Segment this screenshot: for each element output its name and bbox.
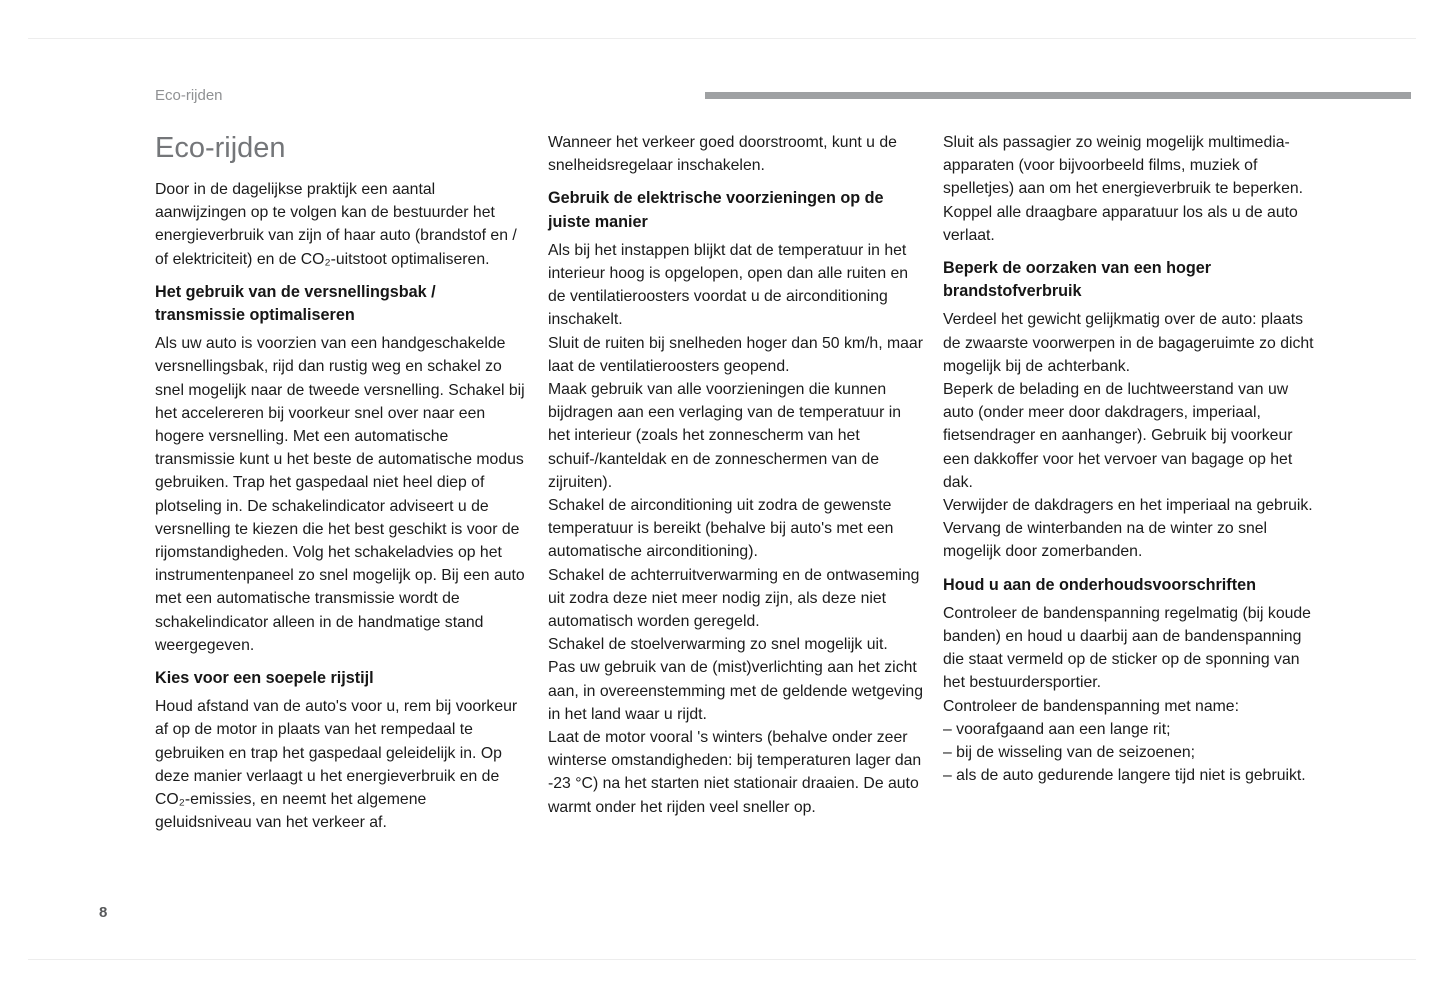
section-heading: Het gebruik van de versnellingsbak / transmissie optimaliseren: [155, 282, 436, 325]
paragraph: Verdeel het gewicht gelijkmatig over de auto: plaats de zwaarste voorwerpen in de bagageruimte zo dicht mogelijk bij de achterbank.: [943, 311, 1314, 375]
page-header-label: Eco-rijden: [155, 87, 223, 104]
column-1: [155, 131, 527, 834]
paragraph: Vervang de winterbanden na de winter zo snel mogelijk door zomerbanden.: [943, 520, 1268, 561]
header-bar: [705, 92, 1411, 99]
list-item: – bij de wisseling van de seizoenen;: [943, 744, 1196, 762]
paragraph: Controleer de bandenspanning met name:: [943, 697, 1239, 715]
paragraph: Controleer de bandenspanning regelmatig (bij koude banden) en houd u daarbij aan de bandenspanning die staat vermeld op de sticker op de sponning van het bestuurdersportier.: [943, 604, 1311, 692]
paragraph: Wanneer het verkeer goed doorstroomt, kunt u de snelheidsregelaar inschakelen.: [548, 134, 897, 175]
paragraph: Schakel de stoelverwarming zo snel mogelijk uit.: [548, 636, 888, 654]
list-item: – voorafgaand aan een lange rit;: [943, 720, 1171, 738]
column-2: [548, 131, 924, 819]
paragraph: Schakel de airconditioning uit zodra de gewenste temperatuur is bereikt (behalve bij auto's met een automatische airconditioning).: [548, 497, 894, 561]
paragraph: Verwijder de dakdragers en het imperiaal na gebruik.: [943, 497, 1313, 515]
paragraph: Pas uw gebruik van de (mist)verlichting aan het zicht aan, in overeenstemming met de geldende wetgeving in het land waar u rijdt.: [548, 659, 923, 723]
section-heading: Beperk de oorzaken van een hoger brandstofverbruik: [943, 259, 1212, 301]
paragraph: Als bij het instappen blijkt dat de temperatuur in het interieur hoog is opgelopen, open dan alle ruiten en de ventilatieroosters voordat u de airconditioning inschakelt.: [548, 241, 909, 329]
paragraph: Maak gebruik van alle voorzieningen die kunnen bijdragen aan een verlaging van de temperatuur in het interieur (zoals het zonnescherm van het schuif-/kanteldak en de zonneschermen van de zijruiten).: [548, 381, 902, 491]
paragraph: Door in de dagelijkse praktijk een aantal aanwijzingen op te volgen kan de bestuurder het energieverbruik van zijn of haar auto (brandstof en / of elektriciteit) en de CO₂-uitstoot optimaliseren.: [155, 181, 517, 268]
paragraph: Als uw auto is voorzien van een handgeschakelde versnellingsbak, rijd dan rustig weg en schakel zo snel mogelijk naar de tweede versnelling. Schakel bij het accelereren bij voorkeur snel over naar een hogere versnelling. Met een automatische transmissie kunt u het beste de automatische modus gebruiken. Trap het gaspedaal niet heel diep of plotseling in. De schakelindicator adviseert u de versnelling te kiezen die het best geschikt is voor de rijomstandigheden. Volg het schakeladvies op het instrumentenpaneel zo snel mogelijk op. Bij een auto met een automatische transmissie wordt de schakelindicator alleen in de handmatige stand weergegeven.: [155, 335, 525, 654]
paragraph: Laat de motor vooral 's winters (behalve onder zeer winterse omstandigheden: bij temperaturen lager dan -23 °C) na het starten niet stationair draaien. De auto warmt onder het rijden veel sneller op.: [548, 729, 922, 816]
page-title: Eco-rijden: [155, 132, 286, 164]
bottom-rule: [28, 959, 1416, 960]
top-rule: [28, 38, 1416, 39]
section-heading: Gebruik de elektrische voorzieningen op de juiste manier: [548, 189, 884, 231]
column-3: [943, 131, 1315, 787]
paragraph: Houd afstand van de auto's voor u, rem bij voorkeur af op de motor in plaats van het rempedaal te gebruiken en trap het gaspedaal geleidelijk in. Op deze manier verlaagt u het energieverbruik en de CO₂-emissies, en neemt het algemene geluidsniveau van het verkeer af.: [155, 698, 518, 832]
list-item: – als de auto gedurende langere tijd niet is gebruikt.: [943, 767, 1306, 785]
page-number: 8: [99, 904, 108, 921]
paragraph: Sluit als passagier zo weinig mogelijk multimedia-apparaten (voor bijvoorbeeld films, muziek of spelletjes) aan om het energieverbruik te beperken.: [943, 134, 1304, 198]
section-heading: Kies voor een soepele rijstijl: [155, 669, 374, 688]
section-heading: Houd u aan de onderhoudsvoorschriften: [943, 575, 1256, 594]
paragraph: Sluit de ruiten bij snelheden hoger dan 50 km/h, maar laat de ventilatieroosters geopend.: [548, 334, 923, 375]
paragraph: Beperk de belading en de luchtweerstand van uw auto (onder meer door dakdragers, imperiaal, fietsendrager en aanhanger). Gebruik bij voorkeur een dakkoffer voor het vervoer van bagage op het dak.: [943, 381, 1293, 491]
paragraph: Schakel de achterruitverwarming en de ontwaseming uit zodra deze niet meer nodig zijn, als deze niet automatisch worden geregeld.: [548, 566, 920, 631]
paragraph: Koppel alle draagbare apparatuur los als u de auto verlaat.: [943, 203, 1298, 244]
